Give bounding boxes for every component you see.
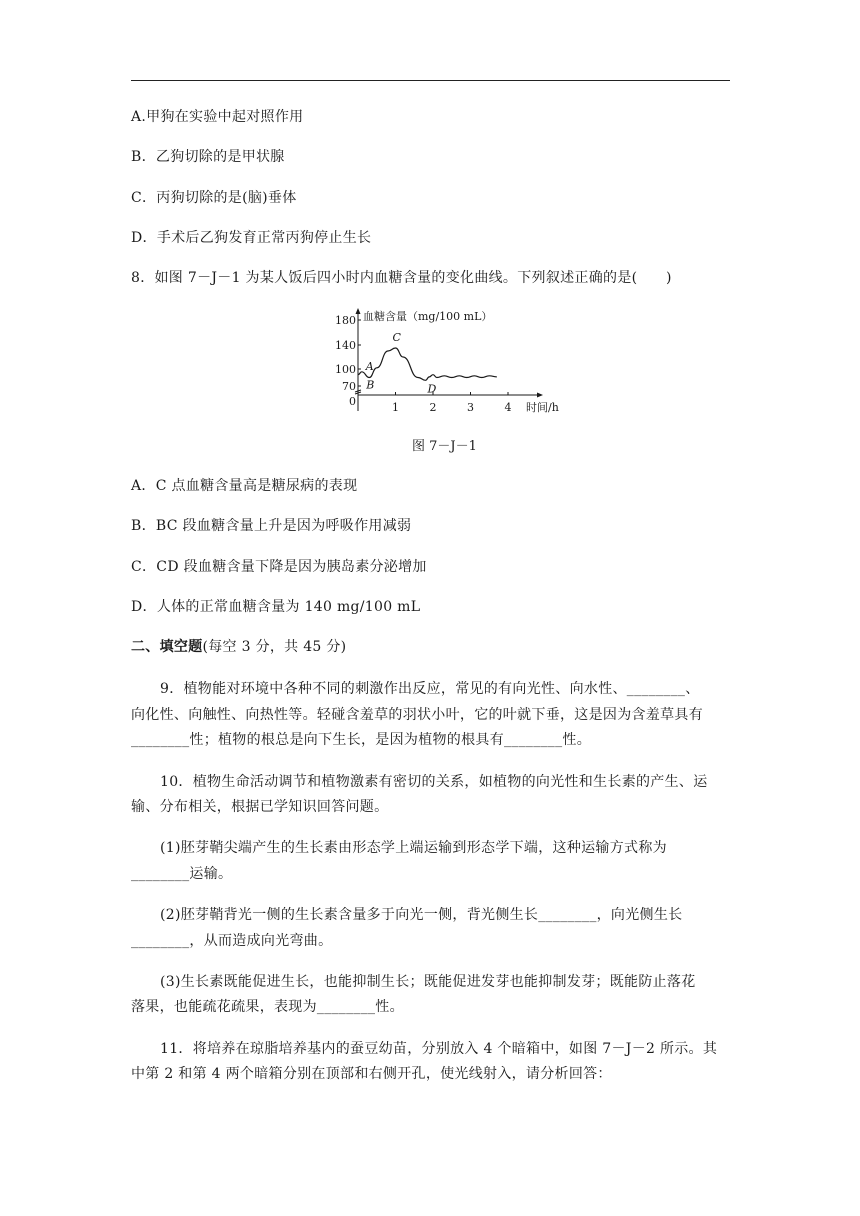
q9-line-2: 向化性、向触性、向热性等。轻碰含羞草的羽状小叶，它的叶就下垂，这是因为含羞草具有 xyxy=(131,707,703,723)
q10-sub1-line-2: ________运输。 xyxy=(131,866,233,882)
y-tick-label: 70 xyxy=(342,380,356,393)
x-tick-label: 3 xyxy=(467,401,474,414)
y-tick-label: 100 xyxy=(335,363,356,376)
y-tick-label: 180 xyxy=(335,314,356,327)
chart-svg xyxy=(325,306,565,418)
figure-caption: 图 7－J－1 xyxy=(412,439,477,454)
q9-line-3: ________性；植物的根总是向下生长，是因为植物的根具有________性。 xyxy=(131,732,591,748)
q10-sub2-line-1: (2)胚芽鞘背光一侧的生长素含量多于向光一侧，背光侧生长________，向光侧生长 xyxy=(160,907,683,923)
section-2-heading xyxy=(131,637,346,657)
point-label-a: A xyxy=(365,359,374,373)
q8-option-d: D．人体的正常血糖含量为 140 mg/100 mL xyxy=(131,599,421,615)
x-axis-label: 时间/h xyxy=(526,401,559,414)
point-label-c: C xyxy=(392,331,401,344)
q8-option-c: C．CD 段血糖含量下降是因为胰岛素分泌增加 xyxy=(131,559,427,575)
section-2-title: 二、填空题 xyxy=(131,639,203,655)
x-tick-label: 2 xyxy=(429,401,437,414)
y-axis-label: 血糖含量（mg/100 mL） xyxy=(363,310,493,323)
q10-line-2: 输、分布相关，根据已学知识回答问题。 xyxy=(131,799,389,815)
y-tick-label: 140 xyxy=(335,339,356,352)
q10-sub3-line-1: (3)生长素既能促进生长，也能抑制生长；既能促进发芽也能抑制发芽；既能防止落花 xyxy=(160,974,696,990)
q10-sub3-line-2: 落果，也能疏花疏果，表现为________性。 xyxy=(131,999,404,1015)
q9-line-1: 9．植物能对环境中各种不同的刺激作出反应，常见的有向光性、向水性、________、 xyxy=(160,681,700,697)
q7-option-d: D．手术后乙狗发育正常丙狗停止生长 xyxy=(131,230,372,246)
q8-stem: 8．如图 7－J－1 为某人饭后四小时内血糖含量的变化曲线。下列叙述正确的是( ) xyxy=(131,270,672,286)
blood-sugar-chart xyxy=(325,306,565,418)
blood-sugar-curve xyxy=(358,348,497,380)
q10-sub2-line-2: ________，从而造成向光弯曲。 xyxy=(131,933,333,949)
q7-option-c: C．丙狗切除的是(脑)垂体 xyxy=(131,190,297,206)
x-tick-label: 1 xyxy=(392,401,399,414)
q8-option-a: A．C 点血糖含量高是糖尿病的表现 xyxy=(131,478,358,494)
q11-line-2: 中第 2 和第 4 两个暗箱分别在顶部和右侧开孔，使光线射入，请分析回答： xyxy=(131,1066,612,1082)
q10-sub1-line-1: (1)胚芽鞘尖端产生的生长素由形态学上端运输到形态学下端，这种运输方式称为 xyxy=(160,840,667,856)
x-tick-label: 4 xyxy=(504,401,512,414)
y-tick-label: 0 xyxy=(349,395,356,408)
section-2-note: (每空 3 分，共 45 分) xyxy=(202,639,347,655)
q7-option-a: A.甲狗在实验中起对照作用 xyxy=(131,109,304,125)
point-label-d: D xyxy=(427,382,437,396)
point-label-b: B xyxy=(366,378,375,392)
q11-line-1: 11．将培养在琼脂培养基内的蚕豆幼苗，分别放入 4 个暗箱中，如图 7－J－2 所示。其 xyxy=(160,1041,718,1057)
x-axis-arrow xyxy=(537,393,543,398)
q7-option-b: B．乙狗切除的是甲状腺 xyxy=(131,149,285,165)
y-axis-arrow xyxy=(356,308,361,314)
top-rule xyxy=(131,80,730,81)
q8-option-b: B．BC 段血糖含量上升是因为呼吸作用减弱 xyxy=(131,518,412,534)
q10-line-1: 10．植物生命活动调节和植物激素有密切的关系，如植物的向光性和生长素的产生、运 xyxy=(160,774,708,790)
